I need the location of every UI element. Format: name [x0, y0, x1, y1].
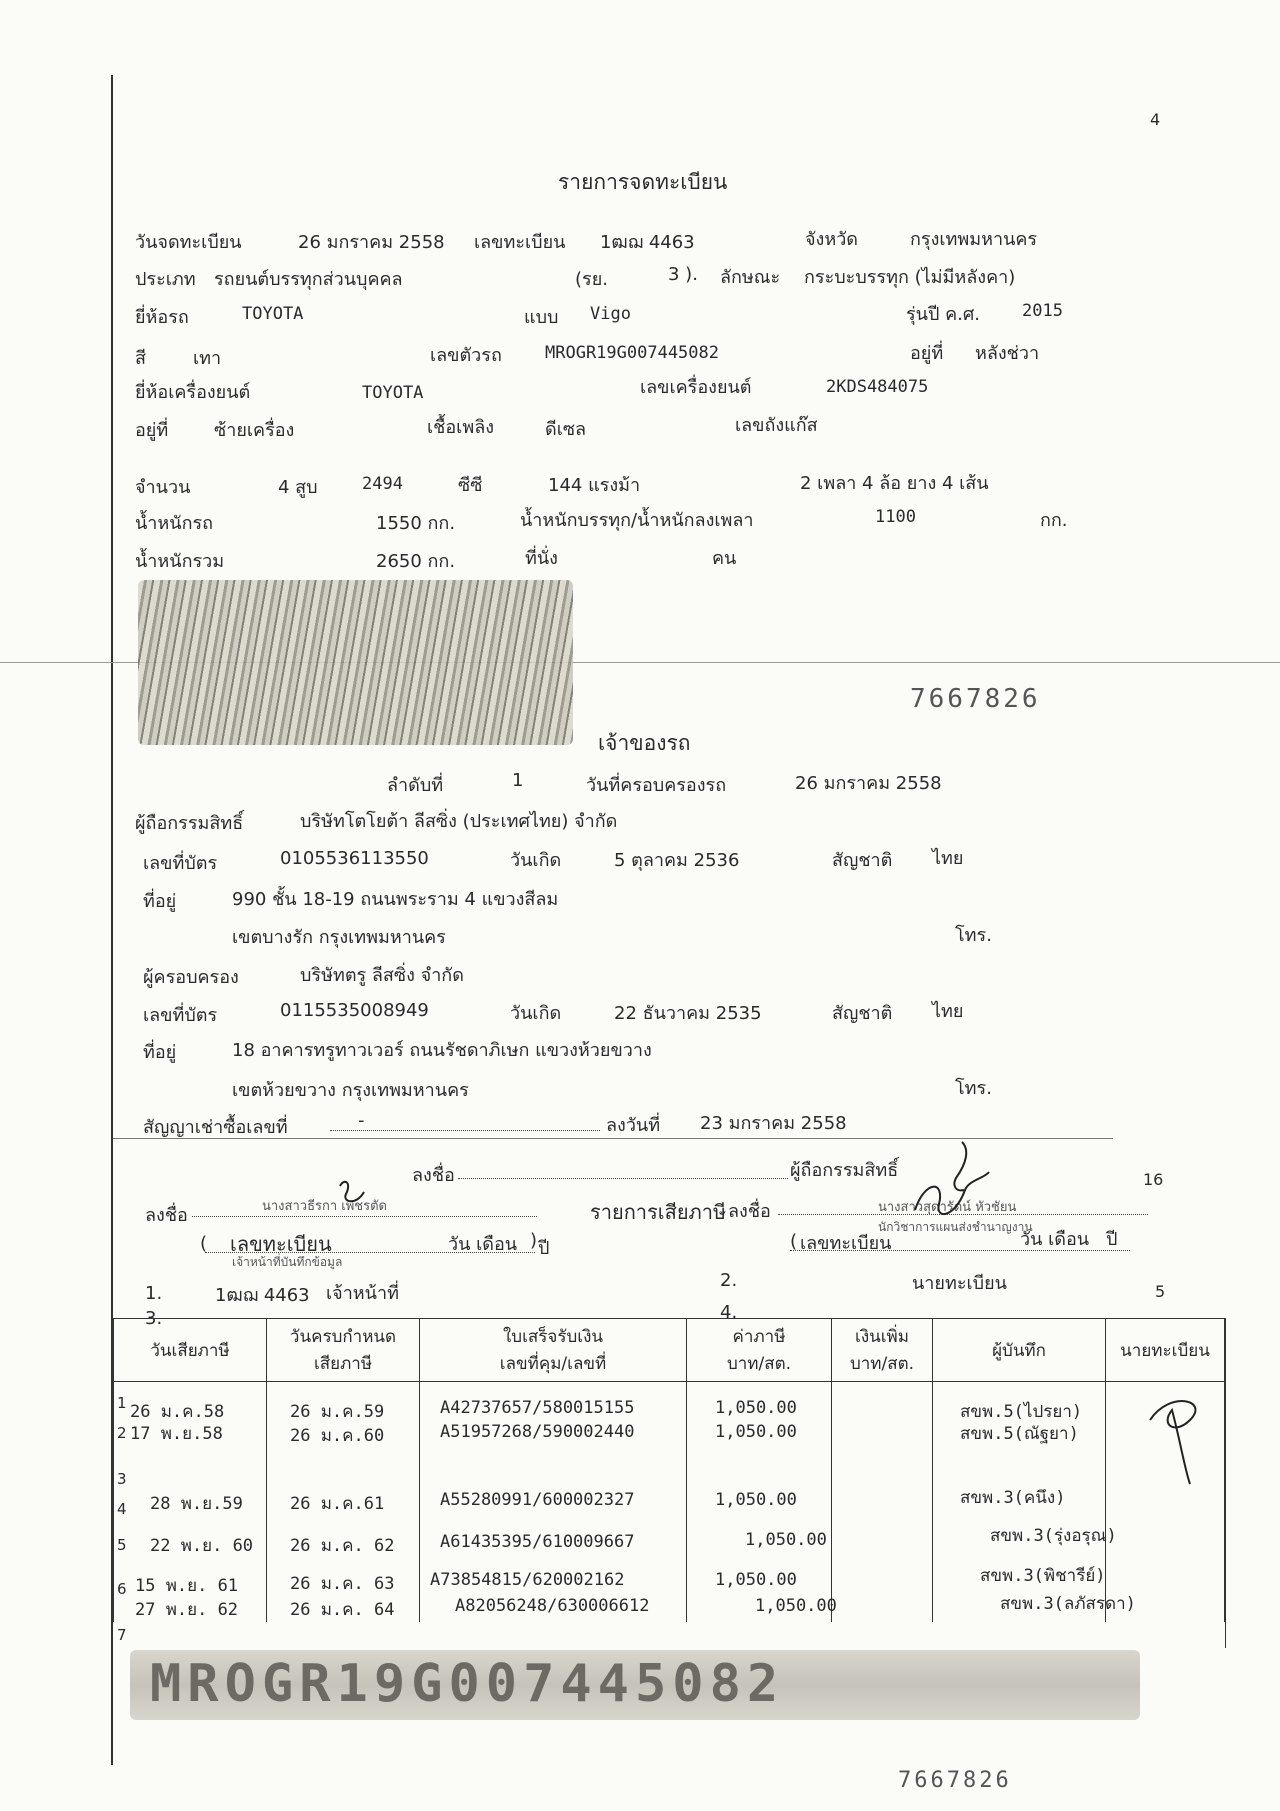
- owner-addr-label: ที่อยู่: [143, 891, 177, 912]
- type-value: รถยนต์บรรทุกส่วนบุคคล: [214, 269, 403, 290]
- line-number: 2: [117, 1424, 127, 1442]
- num-2: 2.: [720, 1270, 738, 1291]
- load-unit: กก.: [1040, 510, 1068, 531]
- officer-sign-label: ลงชื่อ: [145, 1205, 188, 1226]
- serial-fragment: 7667826: [910, 684, 1041, 714]
- cell-recorder: สขพ.5(ณัฐยา): [960, 1424, 1079, 1444]
- cell-tax: 1,050.00: [715, 1570, 797, 1590]
- line-number: 4: [117, 1500, 127, 1518]
- signed-date: 23 มกราคม 2558: [700, 1113, 847, 1134]
- brand-label: ยี่ห้อรถ: [135, 307, 189, 328]
- header-extra: เงินเพิ่ม บาท/สต.: [832, 1319, 933, 1382]
- cell-tax: 1,050.00: [715, 1490, 797, 1510]
- tax-title-label: รายการเสียภาษี: [590, 1200, 727, 1224]
- owner-addr1: 990 ชั้น 18-19 ถนนพระราม 4 แขวงสีลม: [232, 889, 559, 910]
- page-corner-number: 4: [1150, 110, 1161, 129]
- officer-date-dotline: [205, 1252, 535, 1253]
- registrar-date-word: วัน เดือน: [1020, 1229, 1090, 1250]
- cell-due: 26 ม.ค.60: [290, 1426, 385, 1446]
- bottom-serial: 7667826: [898, 1768, 1012, 1793]
- owner-section-divider: [113, 1138, 1113, 1139]
- lease-dotline: [330, 1130, 600, 1131]
- holder-label: ผู้ครอบครอง: [143, 967, 239, 988]
- num-1: 1.: [145, 1283, 163, 1304]
- plate-value: 1ฒฌ 4463: [600, 232, 695, 253]
- cell-due: 26 ม.ค. 63: [290, 1574, 395, 1594]
- cylinders-value: 4 สูบ: [278, 477, 318, 498]
- cell-receipt: A42737657/580015155: [440, 1398, 635, 1418]
- right-edge-mark: [1225, 1318, 1226, 1648]
- cell-due: 26 ม.ค. 64: [290, 1600, 395, 1620]
- owner-sign-label: ลงชื่อ: [412, 1165, 455, 1186]
- possession-date: 26 มกราคม 2558: [795, 773, 942, 794]
- line-number: 5: [117, 1536, 127, 1554]
- officer-name: นางสาวธีรกา เพชรตัด: [262, 1199, 387, 1214]
- registrar-paren-open: (: [790, 1231, 798, 1252]
- holder-addr1: 18 อาคารทรูทาวเวอร์ ถนนรัชดาภิเษก แขวงห้วยขวาง: [232, 1040, 652, 1061]
- officer-date-word: วัน เดือน: [448, 1234, 518, 1255]
- reg-date-label: วันจดทะเบียน: [135, 232, 242, 253]
- cell-due: 26 ม.ค. 62: [290, 1536, 395, 1556]
- province-label: จังหวัด: [805, 229, 858, 250]
- officer-year-word: ปี: [538, 1238, 550, 1259]
- type-code-num: 3 ).: [668, 264, 698, 285]
- color-label: สี: [135, 348, 146, 369]
- owner-name: บริษัทโตโยต้า ลีสซิ่ง (ประเทศไทย) จำกัด: [300, 811, 618, 832]
- cc-label: ซีซี: [458, 475, 483, 496]
- header-tax: ค่าภาษี บาท/สต.: [687, 1319, 832, 1382]
- cell-receipt: A51957268/590002440: [440, 1422, 635, 1442]
- header-due-date: วันครบกำหนด เสียภาษี: [267, 1319, 420, 1382]
- registration-section-title: รายการจดทะเบียน: [558, 170, 728, 194]
- cell-tax: 1,050.00: [755, 1596, 837, 1616]
- num-1-role: เจ้าหน้าที่: [326, 1283, 399, 1304]
- owner-birth: 5 ตุลาคม 2536: [614, 850, 740, 871]
- order-label: ลำดับที่: [387, 775, 444, 796]
- cell-paid: 22 พ.ย. 60: [150, 1536, 254, 1556]
- cell-paid: 28 พ.ย.59: [150, 1494, 243, 1514]
- type-label: ประเภท: [135, 269, 196, 290]
- owner-id-label: เลขที่บัตร: [143, 853, 218, 874]
- holder-name: บริษัทตรู ลีสซิ่ง จำกัด: [300, 965, 464, 986]
- holder-nation: ไทย: [932, 1001, 964, 1022]
- cell-paid: 15 พ.ย. 61: [135, 1576, 239, 1596]
- officer-paren-open: (: [200, 1233, 208, 1254]
- owner-tel-label: โทร.: [955, 925, 992, 946]
- registrar-label: นายทะเบียน: [912, 1273, 1007, 1294]
- registrar-date-dotline: [790, 1250, 1130, 1251]
- type-code-open: (รย.: [575, 269, 608, 290]
- owner-birth-label: วันเกิด: [510, 850, 562, 871]
- engine-brand-value: TOYOTA: [362, 383, 424, 403]
- holder-tel-label: โทร.: [955, 1078, 992, 1099]
- owner-nation: ไทย: [932, 848, 964, 869]
- seats-unit: คน: [712, 548, 737, 569]
- cell-tax: 1,050.00: [745, 1530, 827, 1550]
- cell-recorder: สขพ.3(รุ่งอรุณ): [990, 1526, 1117, 1546]
- owner-id: 0105536113550: [280, 848, 429, 869]
- redaction-tape-mark: [138, 580, 573, 745]
- brand-value: TOYOTA: [242, 304, 304, 324]
- cell-paid: 27 พ.ย. 62: [135, 1600, 239, 1620]
- chassis-loc-value: หลังช่วา: [975, 343, 1040, 364]
- order-value: 1: [512, 770, 524, 791]
- registrar-role: นักวิชาการแผนส่งชำนาญงาน: [878, 1220, 1033, 1234]
- line-number: 7: [117, 1626, 127, 1644]
- plate-label: เลขทะเบียน: [474, 232, 566, 253]
- registrar-sign-label: ลงชื่อ: [728, 1201, 771, 1222]
- cell-recorder: สขพ.5(ไปรยา): [960, 1402, 1083, 1422]
- lease-label: สัญญาเช่าซื้อเลขที่: [143, 1117, 288, 1138]
- chassis-value: MROGR19G007445082: [545, 343, 719, 363]
- owner-sig-label: ผู้ถือกรรมสิทธิ์: [790, 1160, 899, 1181]
- cell-receipt: A73854815/620002162: [430, 1570, 625, 1590]
- num-4: 4.: [720, 1302, 738, 1323]
- bottom-stamp-text: MROGR19G007445082: [150, 1654, 785, 1714]
- owner-label: ผู้ถือกรรมสิทธิ์: [135, 813, 244, 834]
- num-1-plate: 1ฒฌ 4463: [215, 1285, 310, 1306]
- line-number: 3: [117, 1470, 127, 1488]
- header-registrar: นายทะเบียน: [1106, 1319, 1225, 1382]
- cell-receipt: A61435395/610009667: [440, 1532, 635, 1552]
- registrar-year-word: ปี: [1106, 1229, 1118, 1250]
- seats-label: ที่นั่ง: [525, 548, 558, 569]
- engine-loc-value: ซ้ายเครื่อง: [214, 420, 295, 441]
- fuel-label: เชื้อเพลิง: [427, 417, 495, 438]
- cell-recorder: สขพ.3(ลภัสรดา): [1000, 1594, 1136, 1614]
- lease-no: -: [358, 1110, 365, 1131]
- owner-addr2: เขตบางรัก กรุงเทพมหานคร: [232, 927, 446, 948]
- engine-brand-label: ยี่ห้อเครื่องยนต์: [135, 382, 251, 403]
- owner-section-title: เจ้าของรถ: [598, 731, 691, 755]
- chassis-loc-label: อยู่ที่: [910, 343, 944, 364]
- possession-label: วันที่ครอบครองรถ: [586, 775, 727, 796]
- axles-value: 2 เพลา 4 ล้อ ยาง 4 เส้น: [800, 473, 989, 494]
- engine-no-label: เลขเครื่องยนต์: [640, 377, 752, 398]
- owner-nation-label: สัญชาติ: [832, 850, 893, 871]
- weight-value: 1550 กก.: [376, 513, 456, 534]
- holder-id: 0115535008949: [280, 1000, 429, 1021]
- line-number: 1: [117, 1394, 127, 1412]
- engine-no-value: 2KDS484075: [826, 377, 929, 397]
- cell-due: 26 ม.ค.59: [290, 1402, 385, 1422]
- cell-due: 26 ม.ค.61: [290, 1494, 385, 1514]
- count-label: จำนวน: [135, 477, 191, 498]
- style-value: กระบะบรรทุก (ไม่มีหลังคา): [804, 267, 1016, 288]
- gross-value: 2650 กก.: [376, 551, 456, 572]
- cell-tax: 1,050.00: [715, 1422, 797, 1442]
- cell-receipt: A82056248/630006612: [455, 1596, 650, 1616]
- holder-birth: 22 ธันวาคม 2535: [614, 1003, 762, 1024]
- holder-addr-label: ที่อยู่: [143, 1042, 177, 1063]
- officer-plate-word: เลขทะเบียน: [230, 1232, 332, 1256]
- margin-number-16: 16: [1143, 1170, 1164, 1189]
- holder-nation-label: สัญชาติ: [832, 1003, 893, 1024]
- header-date-paid: วันเสียภาษี: [114, 1319, 267, 1382]
- num-3: 3.: [145, 1308, 163, 1329]
- model-label: แบบ: [524, 307, 559, 328]
- cell-paid: 17 พ.ย.58: [130, 1424, 223, 1444]
- registrar-plate-word: เลขทะเบียน: [800, 1233, 892, 1254]
- province-value: กรุงเทพมหานคร: [910, 229, 1038, 250]
- cell-recorder: สขพ.3(คนึง): [960, 1488, 1066, 1508]
- color-value: เทา: [193, 348, 222, 369]
- line-number: 6: [117, 1580, 127, 1598]
- cell-receipt: A55280991/600002327: [440, 1490, 635, 1510]
- margin-number-5: 5: [1155, 1282, 1166, 1301]
- gross-label: น้ำหนักรวม: [135, 551, 225, 572]
- hp-value: 144 แรงม้า: [548, 475, 641, 496]
- officer-paren-close: ): [530, 1230, 538, 1251]
- registrar-initial-mark: [1130, 1380, 1220, 1490]
- owner-sign-dotline: [458, 1178, 788, 1179]
- weight-label: น้ำหนักรถ: [135, 513, 214, 534]
- load-label: น้ำหนักบรรทุก/น้ำหนักลงเพลา: [520, 510, 754, 531]
- reg-date: 26 มกราคม 2558: [298, 232, 445, 253]
- header-recorder: ผู้บันทึก: [933, 1319, 1106, 1382]
- cell-tax: 1,050.00: [715, 1398, 797, 1418]
- gas-tank-label: เลขถังแก๊ส: [735, 415, 818, 436]
- registrar-name: นางสาวสุดารัตน์ หัวชัยน: [878, 1200, 1017, 1215]
- style-label: ลักษณะ: [720, 267, 781, 288]
- year-value: 2015: [1022, 301, 1063, 321]
- header-receipt: ใบเสร็จรับเงิน เลขที่คุม/เลขที่: [420, 1319, 687, 1382]
- cell-paid: 26 ม.ค.58: [130, 1402, 225, 1422]
- engine-loc-label: อยู่ที่: [135, 420, 169, 441]
- cc-value: 2494: [362, 474, 403, 494]
- tax-table-header: [114, 1319, 1225, 1382]
- model-value: Vigo: [590, 304, 631, 324]
- cell-recorder: สขพ.3(พิชารีย์): [980, 1566, 1106, 1586]
- officer-signature-mark: [330, 1178, 380, 1218]
- fuel-value: ดีเซล: [545, 419, 587, 440]
- holder-addr2: เขตห้วยขวาง กรุงเทพมหานคร: [232, 1080, 469, 1101]
- chassis-label: เลขตัวรถ: [430, 345, 502, 366]
- holder-birth-label: วันเกิด: [510, 1003, 562, 1024]
- officer-role: เจ้าหน้าที่บันทึกข้อมูล: [232, 1255, 343, 1269]
- holder-id-label: เลขที่บัตร: [143, 1005, 218, 1026]
- year-label: รุ่นปี ค.ศ.: [906, 304, 981, 325]
- load-value: 1100: [875, 507, 916, 527]
- signed-date-label: ลงวันที่: [606, 1115, 661, 1136]
